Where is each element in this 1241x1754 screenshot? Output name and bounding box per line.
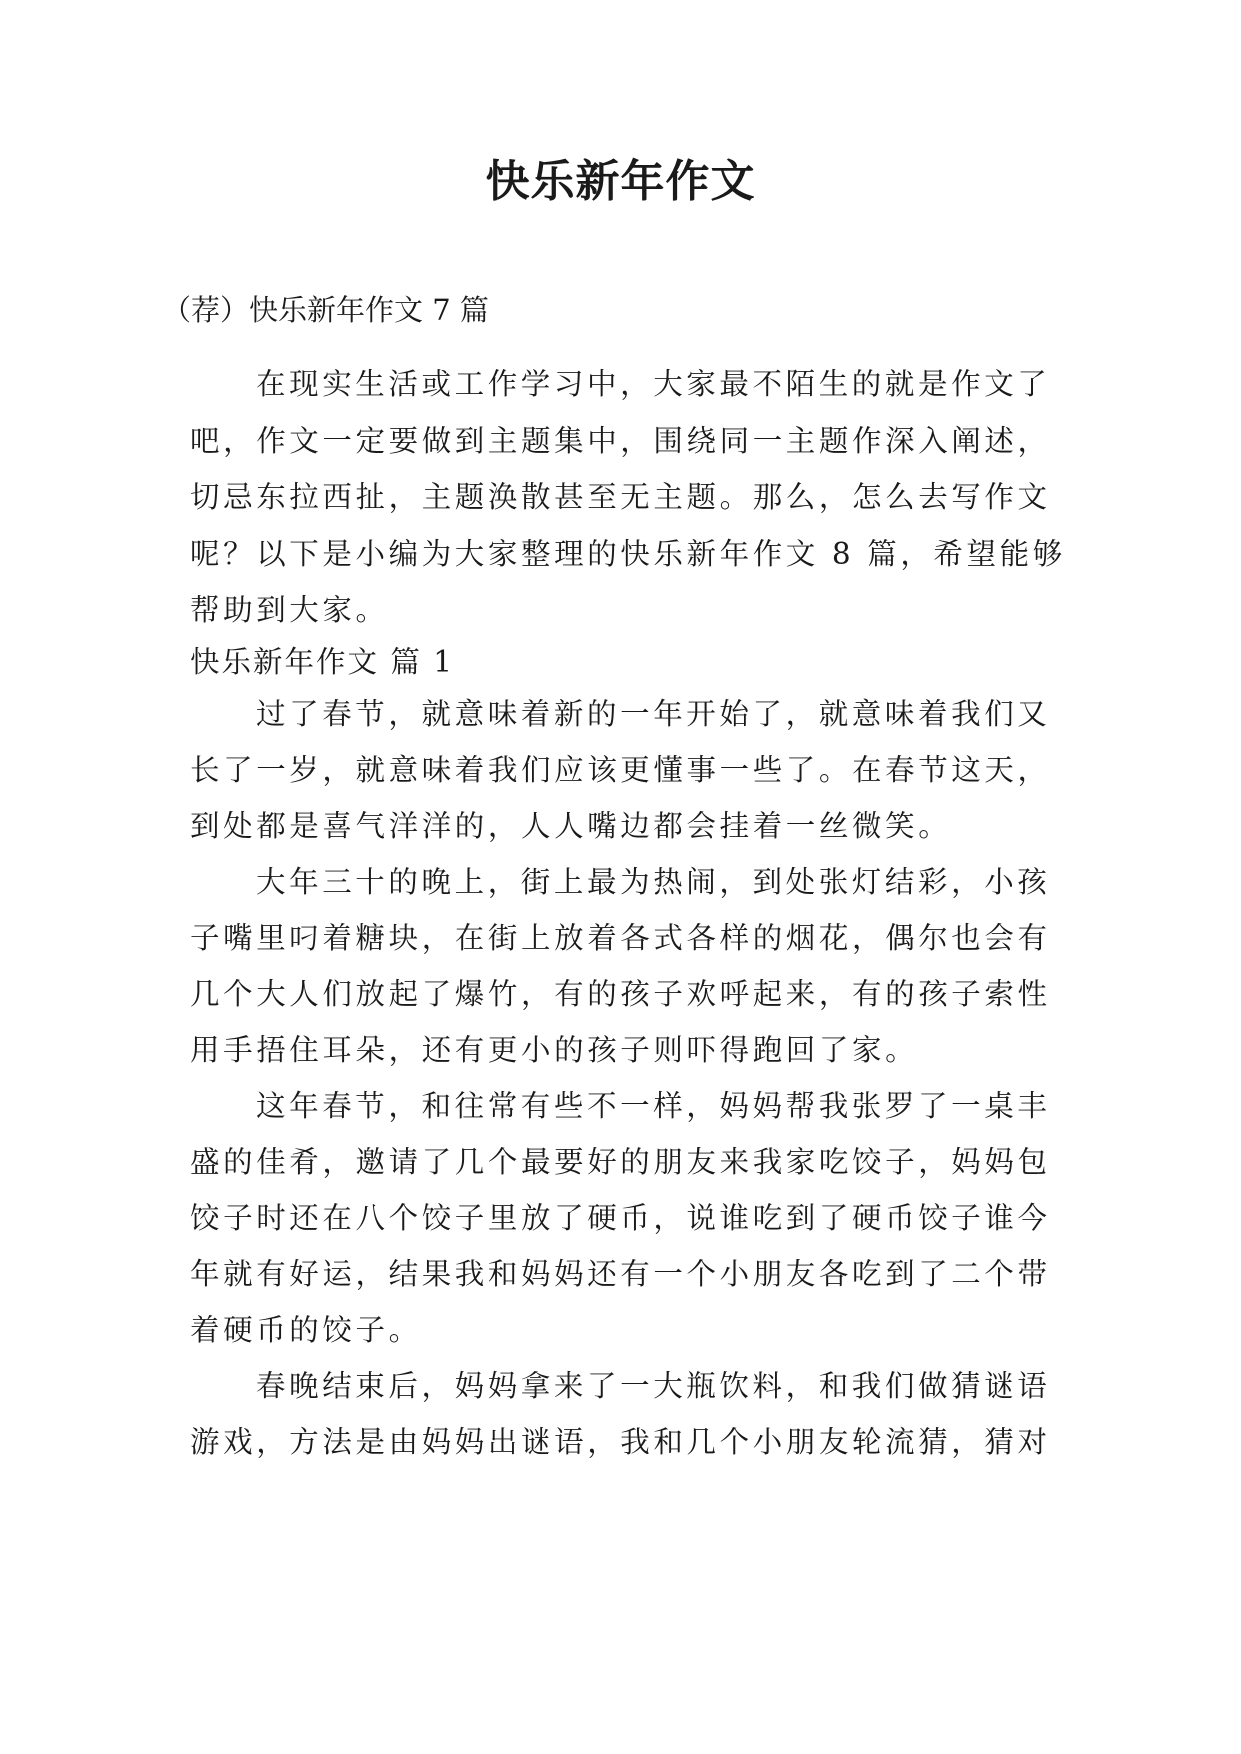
paragraph-line: 这年春节，和往常有些不一样，妈妈帮我张罗了一桌丰 bbox=[256, 1089, 1051, 1123]
intro-line-3: 切忌东拉西扯，主题涣散甚至无主题。那么，怎么去写作文 bbox=[190, 480, 1051, 514]
paragraph-line: 盛的佳肴，邀请了几个最要好的朋友来我家吃饺子，妈妈包 bbox=[190, 1145, 1051, 1179]
document-title: 快乐新年作文 bbox=[485, 156, 756, 207]
paragraph-line: 年就有好运，结果我和妈妈还有一个小朋友各吃到了二个带 bbox=[190, 1257, 1051, 1291]
paragraph-line: 到处都是喜气洋洋的，人人嘴边都会挂着一丝微笑。 bbox=[190, 809, 952, 843]
paragraph-line: 春晚结束后，妈妈拿来了一大瓶饮料，和我们做猜谜语 bbox=[256, 1369, 1051, 1403]
section-heading: 快乐新年作文 篇 1 bbox=[190, 645, 455, 679]
intro-line-1: 在现实生活或工作学习中，大家最不陌生的就是作文了 bbox=[256, 367, 1051, 401]
document-subtitle: （荐）快乐新年作文 7 篇 bbox=[162, 293, 489, 327]
intro-line-5: 帮助到大家。 bbox=[190, 593, 389, 627]
paragraph-line: 着硬币的饺子。 bbox=[190, 1313, 422, 1347]
paragraph-line: 长了一岁，就意味着我们应该更懂事一些了。在春节这天， bbox=[190, 753, 1051, 787]
paragraph-line: 几个大人们放起了爆竹，有的孩子欢呼起来，有的孩子索性 bbox=[190, 977, 1051, 1011]
paragraph-line: 子嘴里叼着糖块，在街上放着各式各样的烟花，偶尔也会有 bbox=[190, 921, 1051, 955]
paragraph-line: 过了春节，就意味着新的一年开始了，就意味着我们又 bbox=[256, 697, 1051, 731]
paragraph-line: 用手捂住耳朵，还有更小的孩子则吓得跑回了家。 bbox=[190, 1033, 919, 1067]
paragraph-line: 大年三十的晚上，街上最为热闹，到处张灯结彩，小孩 bbox=[256, 865, 1051, 899]
paragraph-line: 游戏，方法是由妈妈出谜语，我和几个小朋友轮流猜，猜对 bbox=[190, 1425, 1051, 1459]
paragraph-line: 饺子时还在八个饺子里放了硬币，说谁吃到了硬币饺子谁今 bbox=[190, 1201, 1051, 1235]
intro-line-2: 吧，作文一定要做到主题集中，围绕同一主题作深入阐述， bbox=[190, 424, 1051, 458]
intro-line-4: 呢？以下是小编为大家整理的快乐新年作文 8 篇，希望能够 bbox=[190, 537, 1066, 571]
